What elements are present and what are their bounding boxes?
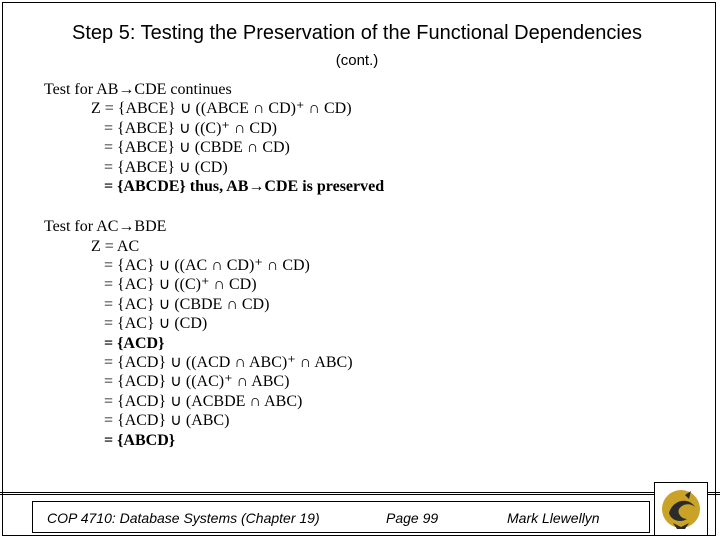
slide-subtitle: (cont.)	[335, 52, 379, 69]
test2-line: Z = AC	[91, 238, 140, 255]
test1-line: = {ABCE} ∪ (CD)	[104, 159, 228, 176]
test2-line: = {AC} ∪ ((AC ∩ CD)⁺ ∩ CD)	[104, 257, 310, 274]
test2-line: = {ACD} ∪ (ABC)	[104, 412, 230, 429]
test2-line: = {ACD} ∪ (ACBDE ∩ ABC)	[104, 393, 303, 410]
test2-line: = {ACD}	[104, 335, 165, 352]
test2-heading: Test for AC→BDE	[44, 218, 167, 235]
footer-author: Mark Llewellyn	[507, 510, 600, 526]
footer-page: Page 99	[386, 510, 439, 526]
test2-line: = {ACD} ∪ ((ACD ∩ ABC)⁺ ∩ ABC)	[104, 354, 353, 371]
test1-line: Z = {ABCE} ∪ ((ABCE ∩ CD)⁺ ∩ CD)	[91, 100, 352, 117]
test2-line: = {AC} ∪ (CD)	[104, 315, 208, 332]
test1-line: = {ABCE} ∪ (CBDE ∩ CD)	[104, 139, 290, 156]
slide-footer	[0, 492, 720, 543]
test1-conclusion: = {ABCDE} thus, AB→CDE is preserved	[104, 178, 385, 195]
test2-conclusion: = {ABCD}	[104, 432, 176, 449]
test2-line: = {AC} ∪ ((C)⁺ ∩ CD)	[104, 276, 257, 293]
test1-heading: Test for AB→CDE continues	[44, 81, 232, 98]
test2-line: = {ACD} ∪ ((AC)⁺ ∩ ABC)	[104, 373, 290, 390]
test1-line: = {ABCE} ∪ ((C)⁺ ∩ CD)	[104, 120, 277, 137]
footer-box	[32, 501, 650, 533]
test2-line: = {AC} ∪ (CBDE ∩ CD)	[104, 296, 270, 313]
ucf-logo-icon	[654, 482, 708, 536]
footer-course: COP 4710: Database Systems (Chapter 19)	[47, 510, 320, 526]
slide-title: Step 5: Testing the Preservation of the Functional Dependencies	[72, 22, 642, 44]
